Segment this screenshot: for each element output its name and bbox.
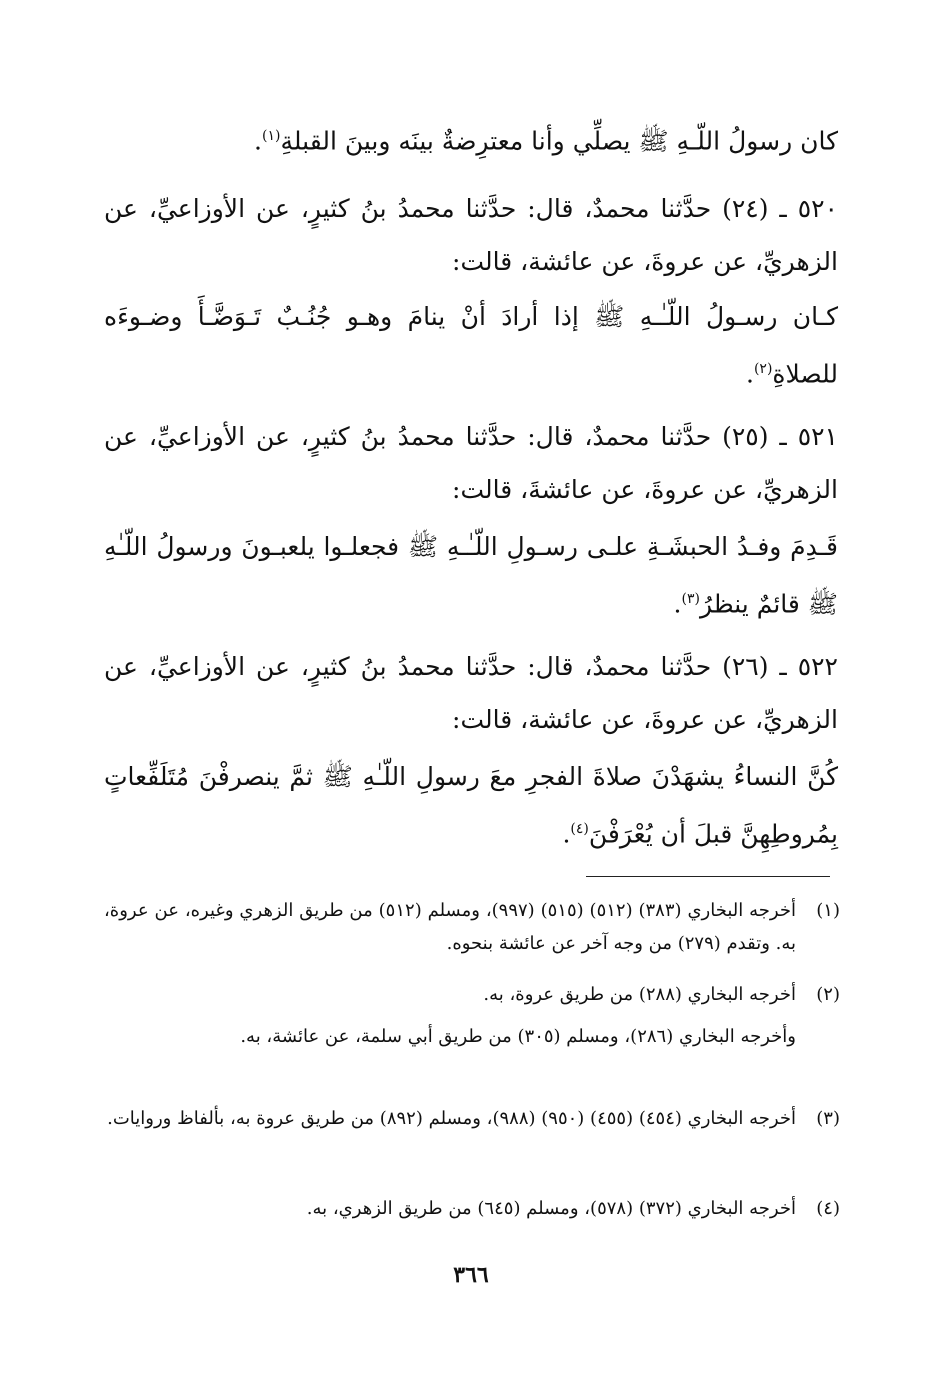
paragraph-hadith-521-isnad [104,410,838,516]
footnote-4 [104,1192,838,1225]
hadith-text: كـان رسـولُ اللّـٰـهِ ﷺ إذا أرادَ أنْ ينامَ وهـو جُنُـبٌ تَـوَضَّـأَ وضـوءَه للصلاةِ [104,302,838,389]
paragraph-hadith-522-isnad [104,640,838,746]
paragraph-hadith-522-matn [104,750,838,860]
footnote-3 [104,1102,838,1135]
footnote-marker: (١) [816,900,840,921]
footnote-marker: (٣) [816,1108,840,1129]
footnote-text: أخرجه البخاري (٣٧٢) (٥٧٨)، ومسلم (٦٤٥) من طريق الزهري، به. [306,1198,796,1219]
period: . [673,589,682,619]
paragraph-hadith-520-matn [104,290,838,400]
footnote-ref: (٣) [681,591,700,607]
hadith-text: كُنَّ النساءُ يشهَدْنَ صلاةَ الفجرِ معَ رسولِ اللّـٰهِ ﷺ ثمَّ ينصرفْنَ مُتَلَفِّعاتٍ بِمُروطِهِنَّ قبلَ أن يُعْرَفْنَ [104,762,838,849]
footnote-ref: (٢) [753,361,773,377]
paragraph-hadith-521-matn [104,520,838,630]
footnote-separator [586,876,830,877]
footnote-marker: (٤) [816,1198,840,1219]
page-number: ٣٦٦ [453,1262,489,1288]
period: . [562,819,571,849]
footnote-ref: (١) [262,128,281,144]
footnote-text: أخرجه البخاري (٢٨٨) من طريق عروة، به. [483,984,796,1005]
hadith-text: كان رسولُ اللّـهِ ﷺ يصلِّي وأنا معترِضةٌ بينَه وبينَ القبلةِ [280,126,838,156]
footnote-marker: (٢) [816,984,840,1005]
footnote-text: وأخرجه البخاري (٢٨٦)، ومسلم (٣٠٥) من طريق أبي سلمة، عن عائشة، به. [240,1026,796,1047]
footnote-2-continuation [104,1020,838,1053]
paragraph-hadith-520-isnad [104,182,838,288]
footnote-1 [104,894,838,960]
isnad-text: ٥٢١ ـ (٢٥) حدَّثنا محمدٌ، قال: حدَّثنا محمدُ بنُ كثيرٍ، عن الأوزاعيِّ، عن الزهريِّ، عن عروةَ، عن عائشةَ، قالت: [104,422,838,504]
footnote-ref: (٤) [570,821,589,837]
paragraph-hadith-519-end [104,110,838,167]
period: . [745,359,754,389]
period: . [254,126,262,156]
footnote-text: أخرجه البخاري (٤٥٤) (٤٥٥) (٩٥٠) (٩٨٨)، ومسلم (٨٩٢) من طريق عروة به، بألفاظ وروايات. [107,1108,796,1129]
isnad-text: ٥٢٢ ـ (٢٦) حدَّثنا محمدٌ، قال: حدَّثنا محمدُ بنُ كثيرٍ، عن الأوزاعيِّ، عن الزهريِّ، عن عروةَ، عن عائشة، قالت: [104,652,838,734]
hadith-text: قَـدِمَ وفـدُ الحبشَـةِ علـى رسـولِ اللّـٰـهِ ﷺ فجعلـوا يلعبـونَ ورسولُ اللّـٰهِ ﷺ قائمٌ ينظرُ [104,532,838,619]
isnad-text: ٥٢٠ ـ (٢٤) حدَّثنا محمدٌ، قال: حدَّثنا محمدُ بنُ كثيرٍ، عن الأوزاعيِّ، عن الزهريِّ، عن عروةَ، عن عائشة، قالت: [104,194,838,276]
footnote-2 [104,978,838,1011]
footnote-text: أخرجه البخاري (٣٨٣) (٥١٢) (٥١٥) (٩٩٧)، ومسلم (٥١٢) من طريق الزهري وغيره، عن عروة، به. وتقدم (٢٧٩) من وجه آخر عن عائشة بنحوه. [104,900,796,954]
